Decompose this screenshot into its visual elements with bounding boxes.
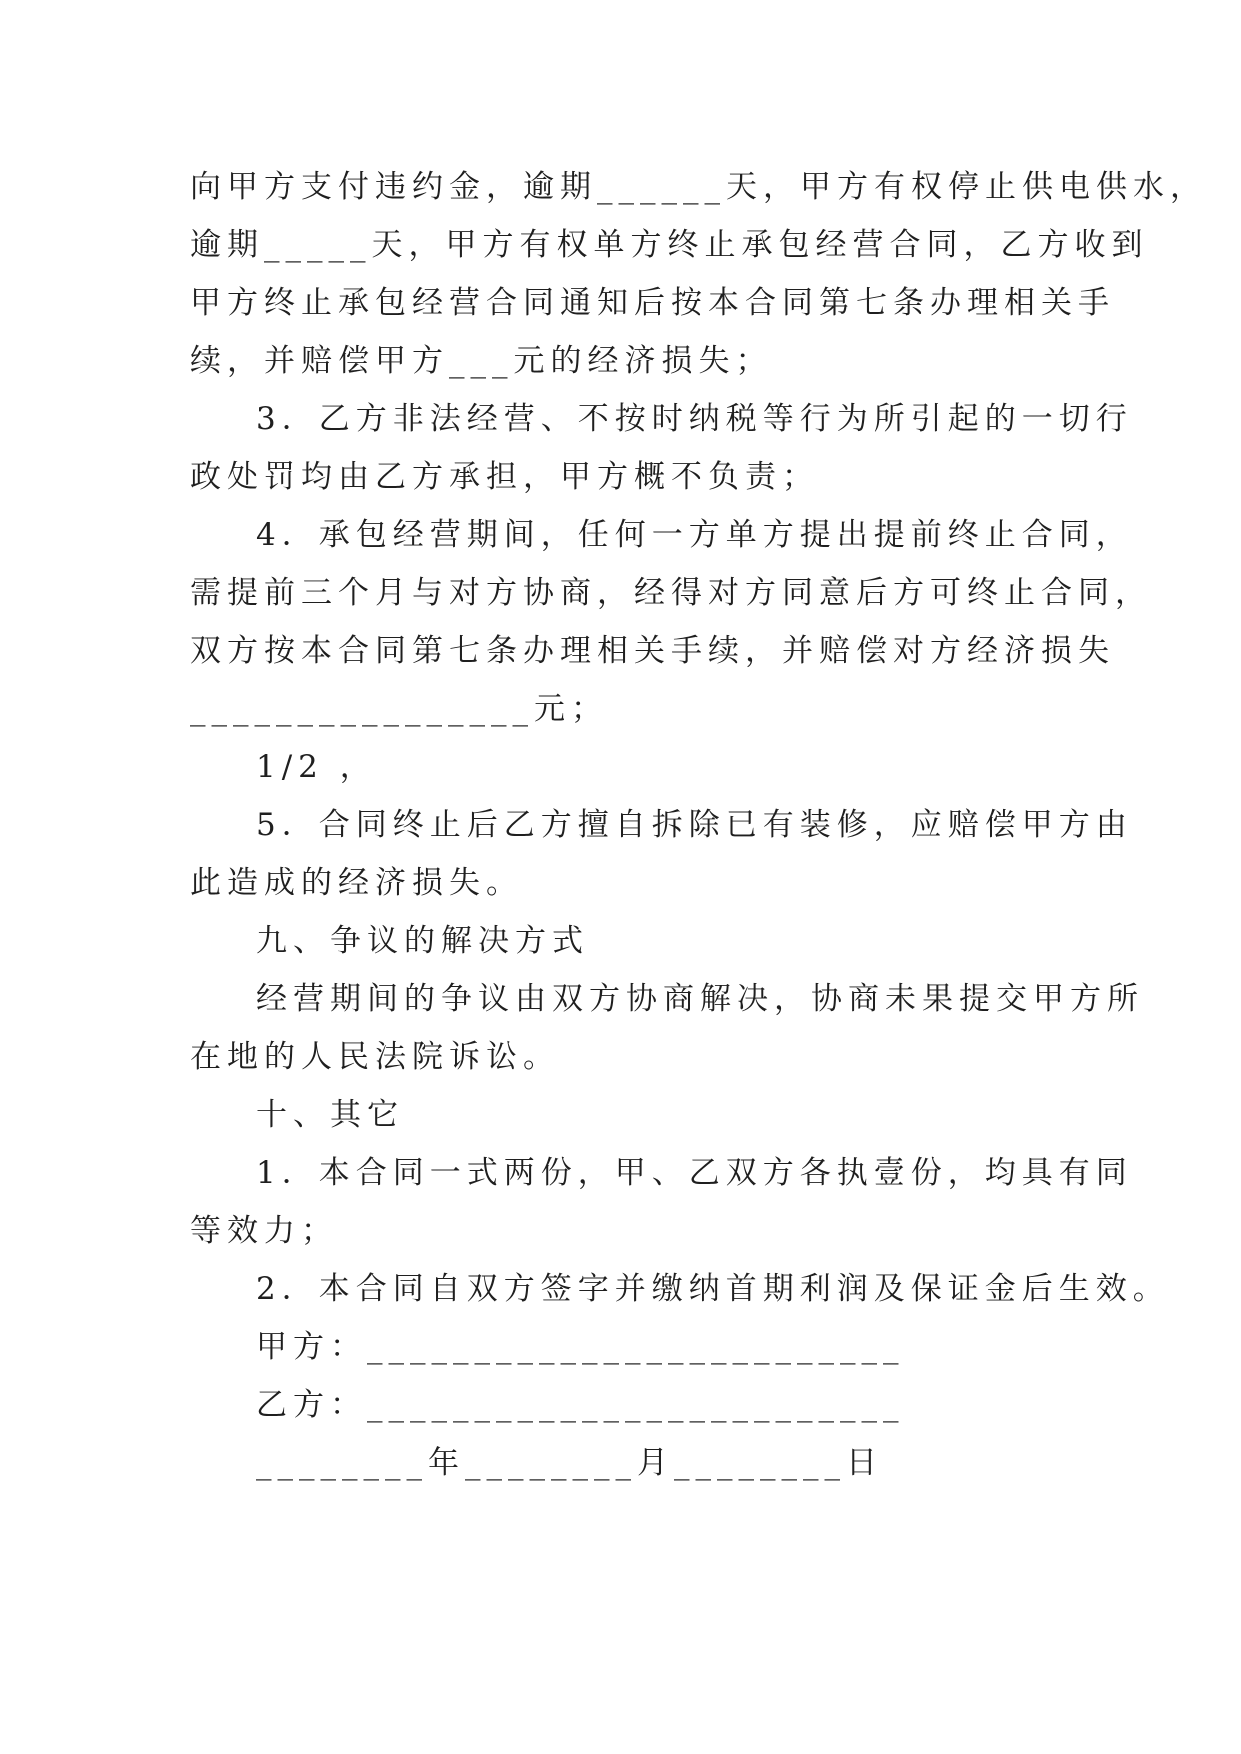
- text-line: 需提前三个月与对方协商，经得对方同意后方可终止合同，: [190, 575, 1152, 611]
- text-line: ________________元；: [190, 691, 608, 727]
- text-line: 续，并赔偿甲方___元的经济损失；: [190, 343, 773, 379]
- section-heading-9: 九、争议的解决方式: [256, 923, 589, 959]
- party-a-signature-line: 甲方：_________________________: [256, 1329, 905, 1365]
- text-line: 逾期_____天，甲方有权单方终止承包经营合同，乙方收到: [190, 227, 1149, 263]
- clause-4: 4．承包经营期间，任何一方单方提出提前终止合同，: [256, 517, 1133, 553]
- text-line: 等效力；: [190, 1213, 338, 1249]
- clause-5: 5．合同终止后乙方擅自拆除已有装修，应赔偿甲方由: [256, 807, 1133, 843]
- text-line: 向甲方支付违约金，逾期______天，甲方有权停止供电供水，: [190, 169, 1207, 205]
- text-line: 政处罚均由乙方承担，甲方概不负责；: [190, 459, 819, 495]
- text-line: 在地的人民法院诉讼。: [190, 1039, 560, 1075]
- text-line: 双方按本合同第七条办理相关手续，并赔偿对方经济损失: [190, 633, 1115, 669]
- section-heading-10: 十、其它: [256, 1097, 404, 1133]
- document-body: [190, 158, 1207, 1492]
- text-line: 此造成的经济损失。: [190, 865, 523, 901]
- page-number: 1/2 ，: [256, 749, 377, 785]
- clause-other-2: 2．本合同自双方签字并缴纳首期利润及保证金后生效。: [256, 1271, 1170, 1307]
- text-line: 经营期间的争议由双方协商解决，协商未果提交甲方所: [256, 981, 1144, 1017]
- text-line: 甲方终止承包经营合同通知后按本合同第七条办理相关手: [190, 285, 1115, 321]
- clause-3: 3．乙方非法经营、不按时纳税等行为所引起的一切行: [256, 401, 1133, 437]
- clause-other-1: 1．本合同一式两份，甲、乙双方各执壹份，均具有同: [256, 1155, 1133, 1191]
- date-line: ________年________月________日: [256, 1445, 883, 1481]
- party-b-signature-line: 乙方：_________________________: [256, 1387, 905, 1423]
